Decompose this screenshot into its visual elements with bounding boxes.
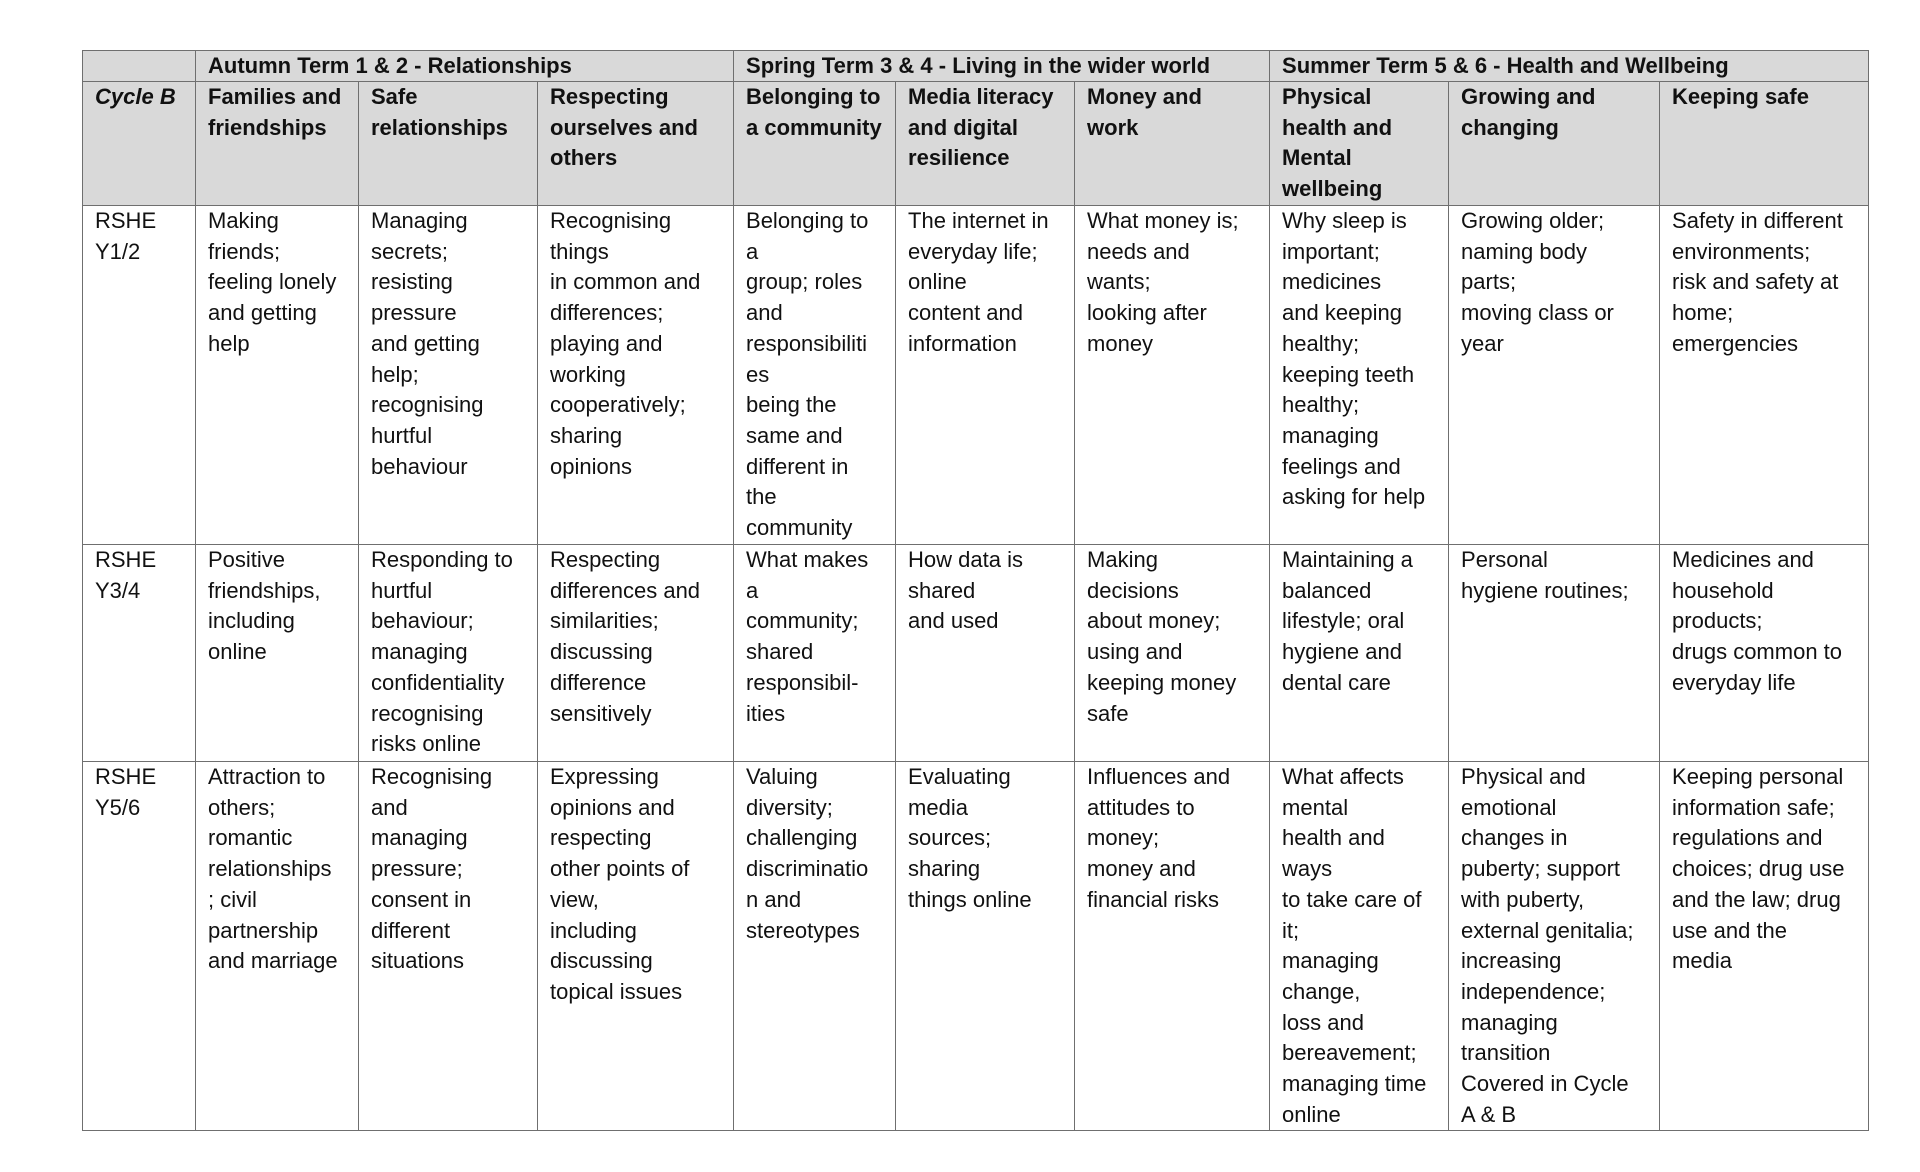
cell-line: group; roles — [746, 269, 863, 295]
cell-line: managing — [371, 639, 468, 665]
cell-line: What makes — [746, 547, 869, 572]
cell-line: changing — [1461, 114, 1559, 140]
cell-line: and digital — [908, 114, 1019, 140]
cell-line: online — [908, 269, 967, 295]
topic-cell-growing-changing — [1449, 762, 1660, 1131]
cell-line: Y1/2 — [95, 238, 141, 264]
cell-line: money; — [1087, 825, 1160, 851]
cell-line: relationships — [208, 856, 332, 882]
cell-line: being the — [746, 392, 837, 418]
cell-line: money — [1087, 330, 1154, 356]
cell-line: media — [908, 794, 968, 820]
cell-line: Growing older; — [1461, 208, 1605, 233]
cell-line: Belonging to — [746, 84, 881, 109]
cell-line: things online — [908, 886, 1032, 912]
topic-header-safe-relationships — [359, 82, 538, 206]
cell-line: Belonging to — [746, 208, 869, 233]
cell-line: Y3/4 — [95, 577, 141, 603]
topic-cell-belonging-community — [734, 206, 896, 545]
cell-line: partnership — [208, 917, 319, 943]
cell-line: decisions — [1087, 577, 1179, 603]
cell-line: Y5/6 — [95, 794, 141, 820]
topic-cell-physical-mental-health — [1270, 545, 1449, 762]
cell-line: community; — [746, 608, 859, 634]
cell-line: RSHE — [95, 547, 157, 572]
cell-line: media — [1672, 948, 1732, 974]
topic-header-media-literacy — [896, 82, 1075, 206]
cell-line: Recognising — [371, 764, 493, 789]
topic-cell-belonging-community — [734, 545, 896, 762]
cell-line: Money and — [1087, 84, 1202, 109]
cell-line: responsibiliti — [746, 330, 868, 356]
cell-line: in common and — [550, 269, 701, 295]
cell-line: Why sleep is — [1282, 208, 1407, 233]
cell-line: Mental — [1282, 145, 1352, 171]
cell-line: behaviour; — [371, 608, 474, 634]
cell-line: friendships, — [208, 577, 321, 603]
cell-line: online — [1282, 1101, 1341, 1127]
cell-line: managing — [1461, 1009, 1558, 1035]
cell-line: asking for help — [1282, 484, 1426, 510]
cell-line: topical issues — [550, 978, 683, 1004]
cell-line: emotional — [1461, 794, 1557, 820]
cell-line: Expressing — [550, 764, 659, 789]
cell-line: differences; — [550, 300, 664, 326]
cell-line: consent in — [371, 886, 472, 912]
cell-line: risk and safety at — [1672, 269, 1839, 295]
cell-line: Physical — [1282, 84, 1372, 109]
topic-header-physical-mental-health — [1270, 82, 1449, 206]
cell-line: puberty; support — [1461, 856, 1621, 882]
cell-line: information safe; — [1672, 794, 1835, 820]
cell-line: and the law; drug — [1672, 886, 1841, 912]
cell-line: Media literacy — [908, 84, 1054, 109]
topic-cell-respecting-ourselves — [538, 762, 734, 1131]
cell-line: ; civil — [208, 886, 257, 912]
cell-line: Personal — [1461, 547, 1548, 572]
topic-cell-physical-mental-health — [1270, 762, 1449, 1131]
topic-cell-families-friendships — [196, 206, 359, 545]
cell-line: hurtful — [371, 577, 433, 603]
term-autumn-header: Autumn Term 1 & 2 - Relationships — [196, 51, 734, 82]
cell-line: Valuing — [746, 764, 818, 789]
cell-line: bereavement; — [1282, 1040, 1417, 1066]
cell-line: looking after — [1087, 300, 1207, 326]
cell-line: Managing — [371, 208, 468, 233]
cell-line: a — [746, 577, 759, 603]
cell-line: a — [746, 238, 759, 264]
cell-line: with puberty, — [1461, 886, 1585, 912]
cell-line: same and — [746, 422, 843, 448]
cell-line: home; — [1672, 300, 1734, 326]
cell-line: help — [208, 330, 250, 356]
term-summer-header: Summer Term 5 & 6 - Health and Wellbeing — [1270, 51, 1869, 82]
cell-line: medicines — [1282, 269, 1382, 295]
cell-line: Medicines and — [1672, 547, 1814, 572]
cell-line: relationships — [371, 114, 508, 140]
cell-line: keeping money — [1087, 669, 1237, 695]
cell-line: feelings and — [1282, 453, 1401, 479]
cell-line: A & B — [1461, 1101, 1517, 1127]
cell-line: Positive — [208, 547, 286, 572]
cell-line: emergencies — [1672, 330, 1798, 356]
cell-line: Keeping personal — [1672, 764, 1844, 789]
cell-line: and getting — [208, 300, 317, 326]
topic-cell-money-work — [1075, 206, 1270, 545]
cell-line: resilience — [908, 145, 1010, 171]
topic-cell-media-literacy — [896, 762, 1075, 1131]
cell-line: drugs common to — [1672, 639, 1843, 665]
cell-line: needs and — [1087, 238, 1190, 264]
cell-line: hygiene routines; — [1461, 577, 1629, 603]
topic-cell-families-friendships — [196, 545, 359, 762]
cell-line: other points of — [550, 856, 690, 882]
cell-line: dental care — [1282, 669, 1391, 695]
cell-line: What affects — [1282, 764, 1404, 789]
cell-line: discussing — [550, 948, 653, 974]
year-row-y1-2 — [83, 206, 1869, 545]
topic-cell-safe-relationships — [359, 545, 538, 762]
cell-line: discussing — [550, 639, 653, 665]
corner-cell — [83, 51, 196, 82]
cell-line: everyday life — [1672, 669, 1796, 695]
cell-line: Influences and — [1087, 764, 1231, 789]
cell-line: information — [908, 330, 1017, 356]
cell-line: transition — [1461, 1040, 1551, 1066]
cell-line: a community — [746, 114, 882, 140]
cell-line: sharing — [550, 422, 623, 448]
cell-line: opinions and — [550, 794, 675, 820]
topic-header-row — [83, 82, 1869, 206]
cell-line: Families and — [208, 84, 342, 109]
cell-line: Safety in different — [1672, 208, 1843, 233]
cell-line: and getting — [371, 330, 480, 356]
cell-line: health and — [1282, 825, 1385, 851]
cell-line: Evaluating — [908, 764, 1011, 789]
cell-line: ourselves and — [550, 114, 698, 140]
year-label — [83, 545, 196, 762]
cell-line: Attraction to — [208, 764, 326, 789]
cell-line: RSHE — [95, 208, 157, 233]
cell-line: money and — [1087, 856, 1196, 882]
cell-line: challenging — [746, 825, 858, 851]
cell-line: playing and — [550, 330, 663, 356]
cell-line: choices; drug use — [1672, 856, 1845, 882]
cell-line: help; — [371, 361, 419, 387]
cell-line: responsibil- — [746, 669, 859, 695]
cell-line: online — [208, 639, 267, 665]
cell-line: managing time — [1282, 1071, 1427, 1097]
cell-line: it; — [1282, 917, 1300, 943]
cell-line: friends; — [208, 238, 281, 264]
cell-line: safe — [1087, 700, 1129, 726]
cell-line: hygiene and — [1282, 639, 1402, 665]
cycle-label: Cycle B — [83, 82, 196, 206]
topic-cell-keeping-safe — [1660, 206, 1869, 545]
cell-line: content and — [908, 300, 1023, 326]
cell-line: Making — [1087, 547, 1158, 572]
topic-cell-media-literacy — [896, 206, 1075, 545]
cell-line: situations — [371, 948, 464, 974]
cell-line: differences and — [550, 577, 701, 603]
cell-line: financial risks — [1087, 886, 1220, 912]
cell-line: stereotypes — [746, 917, 860, 943]
cell-line: Recognising — [550, 208, 672, 233]
cell-line: shared — [746, 639, 814, 665]
cell-line: Respecting — [550, 547, 661, 572]
topic-header-growing-changing — [1449, 82, 1660, 206]
cell-line: Growing and — [1461, 84, 1596, 109]
cell-line: Safe — [371, 84, 418, 109]
cell-line: and — [746, 300, 783, 326]
cell-line: external genitalia; — [1461, 917, 1634, 943]
cell-line: discriminatio — [746, 856, 869, 882]
cell-line: similarities; — [550, 608, 659, 634]
topic-cell-families-friendships — [196, 762, 359, 1131]
cell-line: health and — [1282, 114, 1393, 140]
topic-cell-keeping-safe — [1660, 545, 1869, 762]
cell-line: sensitively — [550, 700, 652, 726]
topic-cell-growing-changing — [1449, 206, 1660, 545]
topic-cell-respecting-ourselves — [538, 545, 734, 762]
cell-line: es — [746, 361, 770, 387]
topic-cell-media-literacy — [896, 545, 1075, 762]
cell-line: moving class or — [1461, 300, 1614, 326]
cell-line: cooperatively; — [550, 392, 686, 418]
cell-line: and used — [908, 608, 999, 634]
cell-line: romantic — [208, 825, 293, 851]
cell-line: managing — [1282, 948, 1379, 974]
cell-line: recognising — [371, 392, 484, 418]
topic-cell-respecting-ourselves — [538, 206, 734, 545]
topic-cell-physical-mental-health — [1270, 206, 1449, 545]
topic-cell-safe-relationships — [359, 206, 538, 545]
cell-line: changes in — [1461, 825, 1568, 851]
cell-line: and — [371, 794, 408, 820]
cell-line: working — [550, 361, 626, 387]
topic-header-respecting-ourselves — [538, 82, 734, 206]
cell-line: including — [208, 608, 295, 634]
topic-cell-growing-changing — [1449, 545, 1660, 762]
cell-line: year — [1461, 330, 1504, 356]
cell-line: use and the — [1672, 917, 1788, 943]
cell-line: How data is — [908, 547, 1023, 572]
cell-line: increasing — [1461, 948, 1562, 974]
cell-line: the — [746, 484, 777, 510]
cell-line: shared — [908, 577, 976, 603]
cell-line: about money; — [1087, 608, 1221, 634]
cell-line: managing — [371, 825, 468, 851]
cell-line: to take care of — [1282, 886, 1422, 912]
cell-line: ities — [746, 700, 786, 726]
cell-line: confidentiality — [371, 669, 505, 695]
topic-cell-money-work — [1075, 545, 1270, 762]
cell-line: different in — [746, 453, 849, 479]
cell-line: change, — [1282, 978, 1361, 1004]
cell-line: healthy; — [1282, 330, 1360, 356]
topic-cell-safe-relationships — [359, 762, 538, 1131]
cell-line: pressure; — [371, 856, 463, 882]
cell-line: things — [550, 238, 609, 264]
cell-line: secrets; — [371, 238, 449, 264]
topic-header-keeping-safe — [1660, 82, 1869, 206]
cell-line: respecting — [550, 825, 652, 851]
cell-line: difference — [550, 669, 647, 695]
cell-line: n and — [746, 886, 802, 912]
cell-line: community — [746, 515, 853, 541]
cell-line: behaviour — [371, 453, 468, 479]
topic-cell-keeping-safe — [1660, 762, 1869, 1131]
cell-line: important; — [1282, 238, 1380, 264]
cell-line: work — [1087, 114, 1139, 140]
cell-line: Maintaining a — [1282, 547, 1413, 572]
cell-line: and keeping — [1282, 300, 1402, 326]
cell-line: friendships — [208, 114, 327, 140]
year-row-y3-4 — [83, 545, 1869, 762]
cell-line: What money is; — [1087, 208, 1239, 233]
cell-line: Physical and — [1461, 764, 1586, 789]
cell-line: Respecting — [550, 84, 669, 109]
cell-line: hurtful — [371, 422, 433, 448]
cell-line: managing — [1282, 422, 1379, 448]
cell-line: risks online — [371, 731, 482, 757]
cell-line: feeling lonely — [208, 269, 337, 295]
cell-line: diversity; — [746, 794, 833, 820]
cell-line: The internet in — [908, 208, 1049, 233]
cell-line: resisting — [371, 269, 453, 295]
year-row-y5-6 — [83, 762, 1869, 1131]
cell-line: healthy; — [1282, 392, 1360, 418]
cell-line: opinions — [550, 453, 632, 479]
year-label — [83, 206, 196, 545]
cell-line: wellbeing — [1282, 176, 1383, 202]
cell-line: view, — [550, 886, 599, 912]
cell-line: products; — [1672, 608, 1763, 634]
topic-header-families-friendships — [196, 82, 359, 206]
cell-line: mental — [1282, 794, 1349, 820]
cell-line: RSHE — [95, 764, 157, 789]
cell-line: others — [550, 145, 618, 171]
cell-line: wants; — [1087, 269, 1151, 295]
year-label — [83, 762, 196, 1131]
cell-line: Keeping safe — [1672, 84, 1809, 109]
cell-line: household — [1672, 577, 1774, 603]
cell-line: pressure — [371, 300, 457, 326]
cell-line: independence; — [1461, 978, 1606, 1004]
cell-line: loss and — [1282, 1009, 1364, 1035]
topic-cell-belonging-community — [734, 762, 896, 1131]
topic-cell-money-work — [1075, 762, 1270, 1131]
cell-line: others; — [208, 794, 276, 820]
cell-line: lifestyle; oral — [1282, 608, 1405, 634]
cell-line: everyday life; — [908, 238, 1038, 264]
cell-line: sharing — [908, 856, 981, 882]
cell-line: environments; — [1672, 238, 1811, 264]
cell-line: recognising — [371, 700, 484, 726]
cell-line: ways — [1282, 856, 1333, 882]
term-spring-header: Spring Term 3 & 4 - Living in the wider world — [734, 51, 1270, 82]
term-header-row — [83, 51, 1869, 82]
cell-line: using and — [1087, 639, 1183, 665]
rshe-curriculum-table — [82, 50, 1869, 1131]
topic-header-money-work — [1075, 82, 1270, 206]
cell-line: balanced — [1282, 577, 1372, 603]
cell-line: and marriage — [208, 948, 338, 974]
cell-line: Responding to — [371, 547, 513, 572]
cell-line: parts; — [1461, 269, 1517, 295]
cell-line: including — [550, 917, 637, 943]
cell-line: Making — [208, 208, 279, 233]
cell-line: sources; — [908, 825, 992, 851]
cell-line: regulations and — [1672, 825, 1823, 851]
cell-line: attitudes to — [1087, 794, 1195, 820]
cell-line: Covered in Cycle — [1461, 1071, 1629, 1097]
cell-line: keeping teeth — [1282, 361, 1415, 387]
topic-header-belonging-community — [734, 82, 896, 206]
cell-line: different — [371, 917, 451, 943]
cell-line: naming body — [1461, 238, 1588, 264]
